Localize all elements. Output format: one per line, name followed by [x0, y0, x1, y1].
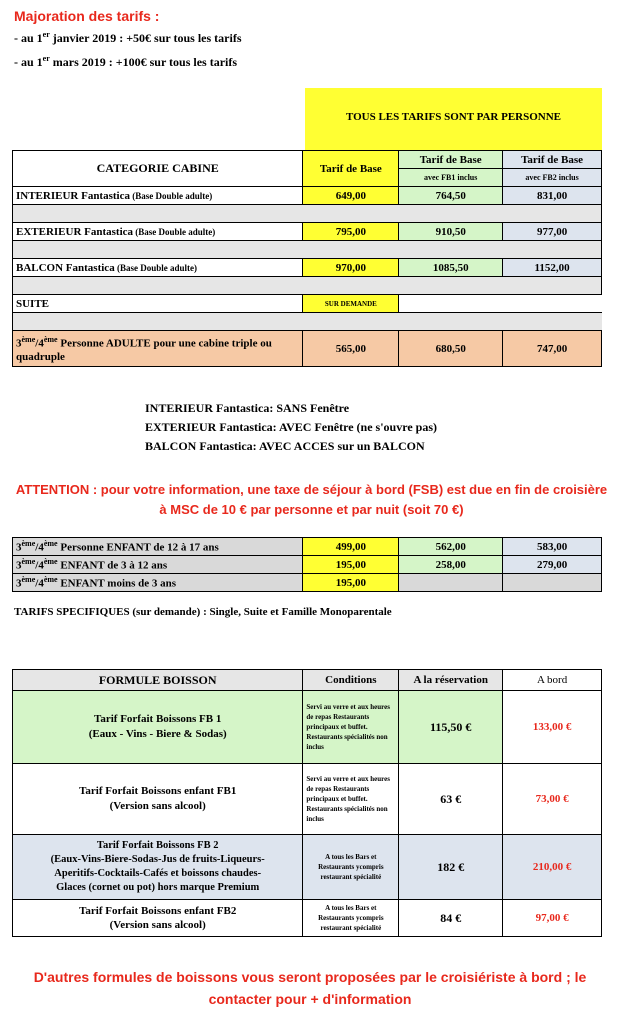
price-fb2: 747,00 [503, 331, 602, 367]
drink-price-onboard: 97,00 € [503, 900, 602, 937]
drink-formula: Tarif Forfait Boissons enfant FB1 (Version sans alcool) [13, 764, 303, 835]
col-header-fb1-bottom: avec FB1 inclus [399, 169, 503, 187]
suite-value: SUR DEMANDE [303, 295, 399, 313]
price-base: 195,00 [303, 556, 399, 574]
table-row [13, 187, 602, 205]
col-header-onboard: A bord [503, 670, 602, 691]
info-interior: INTERIEUR Fantastica: SANS Fenêtre [145, 401, 350, 415]
cabin-name: EXTERIEUR Fantastica (Base Double adulte) [13, 223, 303, 241]
col-header-fb2-top: Tarif de Base [503, 151, 602, 169]
col-header-fb2-bottom: avec FB2 inclus [503, 169, 602, 187]
table-row [13, 900, 602, 937]
col-header-formula: FORMULE BOISSON [13, 670, 303, 691]
table-row [13, 223, 602, 241]
price-base: 499,00 [303, 538, 399, 556]
price-base: 565,00 [303, 331, 399, 367]
page-title: Majoration des tarifs : [14, 8, 160, 24]
price-base: 795,00 [303, 223, 399, 241]
price-fb2: 279,00 [503, 556, 602, 574]
extra-person-label: 3ème/4ème Personne ADULTE pour une cabine triple ou quadruple [13, 331, 303, 367]
price-fb1: 680,50 [399, 331, 503, 367]
price-fb1: 1085,50 [399, 259, 503, 277]
table-row [13, 691, 602, 764]
cabin-price-table [12, 150, 602, 367]
footer-notice: D'autres formules de boissons vous seront proposées par le croisiériste à bord ; le contacter pour + d'information [33, 969, 587, 1007]
drink-price-reservation: 182 € [399, 835, 503, 900]
extra-person-row [13, 331, 602, 367]
table-row [13, 835, 602, 900]
price-base: 970,00 [303, 259, 399, 277]
price-fb1: 562,00 [399, 538, 503, 556]
drink-conditions: Servi au verre et aux heures de repas Restaurants principaux et buffet. Restaurants spécialités non inclus [303, 764, 399, 835]
price-fb2: 1152,00 [503, 259, 602, 277]
col-header-base: Tarif de Base [303, 151, 399, 187]
table-row [13, 538, 602, 556]
drink-price-reservation: 63 € [399, 764, 503, 835]
cabin-name: INTERIEUR Fantastica (Base Double adulte) [13, 187, 303, 205]
header-line-1: - au 1er janvier 2019 : +50€ sur tous les tarifs [14, 30, 242, 45]
info-balcony: BALCON Fantastica: AVEC ACCES sur un BALCON [145, 439, 425, 453]
price-base: 195,00 [303, 574, 399, 592]
row-spacer [13, 277, 602, 295]
drink-price-onboard: 133,00 € [503, 691, 602, 764]
price-fb2: 831,00 [503, 187, 602, 205]
header-line-2: - au 1er mars 2019 : +100€ sur tous les tarifs [14, 54, 238, 69]
info-exterior: EXTERIEUR Fantastica: AVEC Fenêtre (ne s'ouvre pas) [145, 420, 438, 434]
child-label: 3ème/4ème ENFANT de 3 à 12 ans [13, 556, 303, 574]
price-fb1: 910,50 [399, 223, 503, 241]
price-fb2 [503, 574, 602, 592]
col-header-fb1-top: Tarif de Base [399, 151, 503, 169]
drink-formula: Tarif Forfait Boissons FB 1 (Eaux - Vins - Biere & Sodas) [13, 691, 303, 764]
table-row [13, 764, 602, 835]
price-banner: TOUS LES TARIFS SONT PAR PERSONNE [305, 88, 602, 150]
drink-price-reservation: 84 € [399, 900, 503, 937]
drink-conditions: Servi au verre et aux heures de repas Restaurants principaux et buffet. Restaurants spécialités non inclus [303, 691, 399, 764]
col-header-category: CATEGORIE CABINE [13, 151, 303, 187]
child-price-table [12, 537, 602, 592]
row-spacer [13, 205, 602, 223]
drink-formula: Tarif Forfait Boissons enfant FB2 (Version sans alcool) [13, 900, 303, 937]
table-row [13, 556, 602, 574]
drink-conditions: A tous les Bars et Restaurants ycompris restaurant spécialité [303, 835, 399, 900]
child-label: 3ème/4ème Personne ENFANT de 12 à 17 ans [13, 538, 303, 556]
price-fb1: 764,50 [399, 187, 503, 205]
drinks-table [12, 669, 602, 937]
drink-conditions: A tous les Bars et Restaurants ycompris restaurant spécialité [303, 900, 399, 937]
specific-rates: TARIFS SPECIFIQUES (sur demande) : Single, Suite et Famille Monoparentale [14, 606, 392, 618]
drink-price-reservation: 115,50 € [399, 691, 503, 764]
attention-notice: ATTENTION : pour votre information, une taxe de séjour à bord (FSB) est due en fin de croisière à MSC de 10 € par personne et par nuit (soit 70 €) [15, 482, 608, 517]
price-fb2: 583,00 [503, 538, 602, 556]
price-fb2: 977,00 [503, 223, 602, 241]
row-spacer [13, 313, 602, 331]
table-row [13, 574, 602, 592]
cabin-name: BALCON Fantastica (Base Double adulte) [13, 259, 303, 277]
price-fb1: 258,00 [399, 556, 503, 574]
suite-row [13, 295, 602, 313]
table-row [13, 259, 602, 277]
drink-price-onboard: 210,00 € [503, 835, 602, 900]
col-header-reservation: A la réservation [399, 670, 503, 691]
price-fb1 [399, 574, 503, 592]
row-spacer [13, 241, 602, 259]
drink-formula: Tarif Forfait Boissons FB 2 (Eaux-Vins-Biere-Sodas-Jus de fruits-Liqueurs- Aperitifs-Cocktails-Cafés et boissons chaudes- Glaces (cornet ou pot) hors marque Premium [13, 835, 303, 900]
drink-price-onboard: 73,00 € [503, 764, 602, 835]
child-label: 3ème/4ème ENFANT moins de 3 ans [13, 574, 303, 592]
suite-label: SUITE [13, 295, 303, 313]
col-header-conditions: Conditions [303, 670, 399, 691]
price-base: 649,00 [303, 187, 399, 205]
